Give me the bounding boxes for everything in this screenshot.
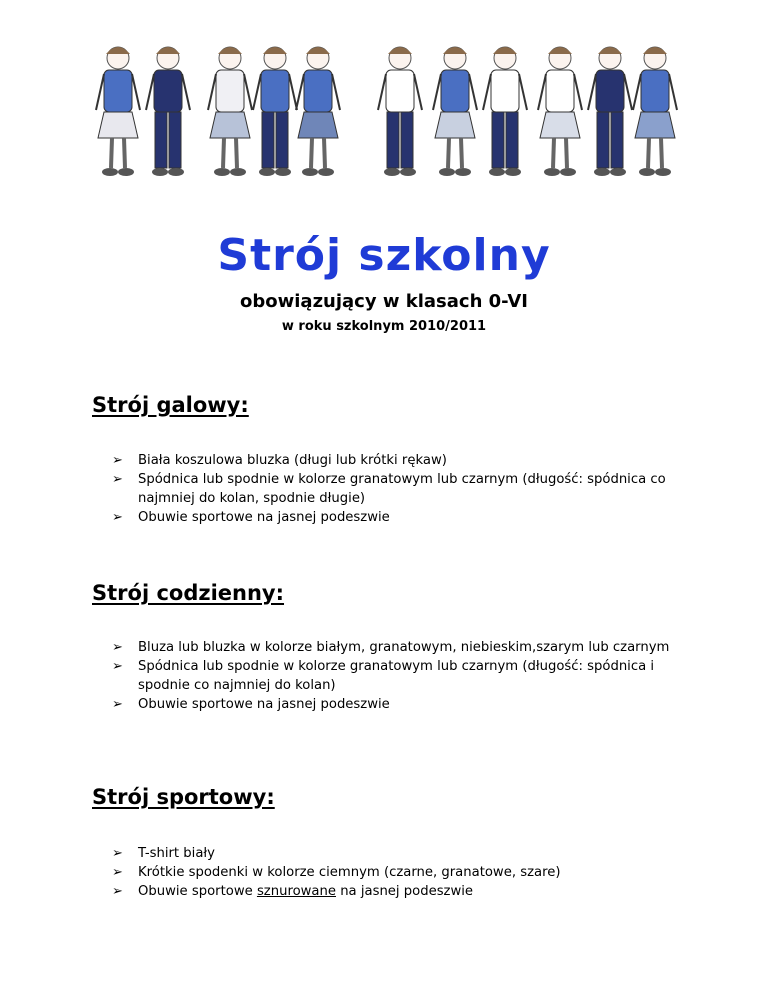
school-year: w roku szkolnym 2010/2011 <box>281 319 487 334</box>
page-subtitle: obowiązujący w klasach 0-VI <box>240 291 528 312</box>
list-item: ➢ Spódnica lub spodnie w kolorze granatowym lub czarnym (długość: spódnica co najmniej do kolan, spodnie długie) <box>112 472 666 506</box>
section-heading-galowy: Strój galowy: <box>92 393 249 417</box>
arrow-bullet-icon: ➢ <box>112 640 123 655</box>
arrow-bullet-icon: ➢ <box>112 453 123 468</box>
list-item: ➢ Krótkie spodenki w kolorze ciemnym (czarne, granatowe, szare) <box>112 865 561 880</box>
arrow-bullet-icon: ➢ <box>112 510 123 525</box>
list-galowy <box>112 451 692 527</box>
arrow-bullet-icon: ➢ <box>112 846 123 861</box>
school-children-illustration-icon <box>90 40 680 180</box>
section-heading-codzienny: Strój codzienny: <box>92 581 285 605</box>
list-item: ➢ T-shirt biały <box>112 846 215 861</box>
list-item: ➢ Spódnica lub spodnie w kolorze granatowym lub czarnym (długość: spódnica i spodnie co najmniej do kolan) <box>112 659 655 693</box>
list-sportowy <box>112 844 692 901</box>
arrow-bullet-icon: ➢ <box>112 659 123 674</box>
page-title: Strój szkolny <box>217 230 551 281</box>
arrow-bullet-icon: ➢ <box>112 472 123 487</box>
arrow-bullet-icon: ➢ <box>112 865 123 880</box>
list-codzienny <box>112 638 692 714</box>
list-item: ➢ Obuwie sportowe na jasnej podeszwie <box>112 510 390 525</box>
list-item: ➢ Obuwie sportowe sznurowane na jasnej podeszwie <box>112 884 474 899</box>
section-heading-sportowy: Strój sportowy: <box>92 785 275 809</box>
arrow-bullet-icon: ➢ <box>112 884 123 899</box>
list-item: ➢ Bluza lub bluzka w kolorze białym, granatowym, niebieskim,szarym lub czarnym <box>112 640 670 655</box>
list-item: ➢ Biała koszulowa bluzka (długi lub krótki rękaw) <box>112 453 447 468</box>
underlined-word: sznurowane <box>256 884 336 899</box>
arrow-bullet-icon: ➢ <box>112 697 123 712</box>
list-item: ➢ Obuwie sportowe na jasnej podeszwie <box>112 697 390 712</box>
